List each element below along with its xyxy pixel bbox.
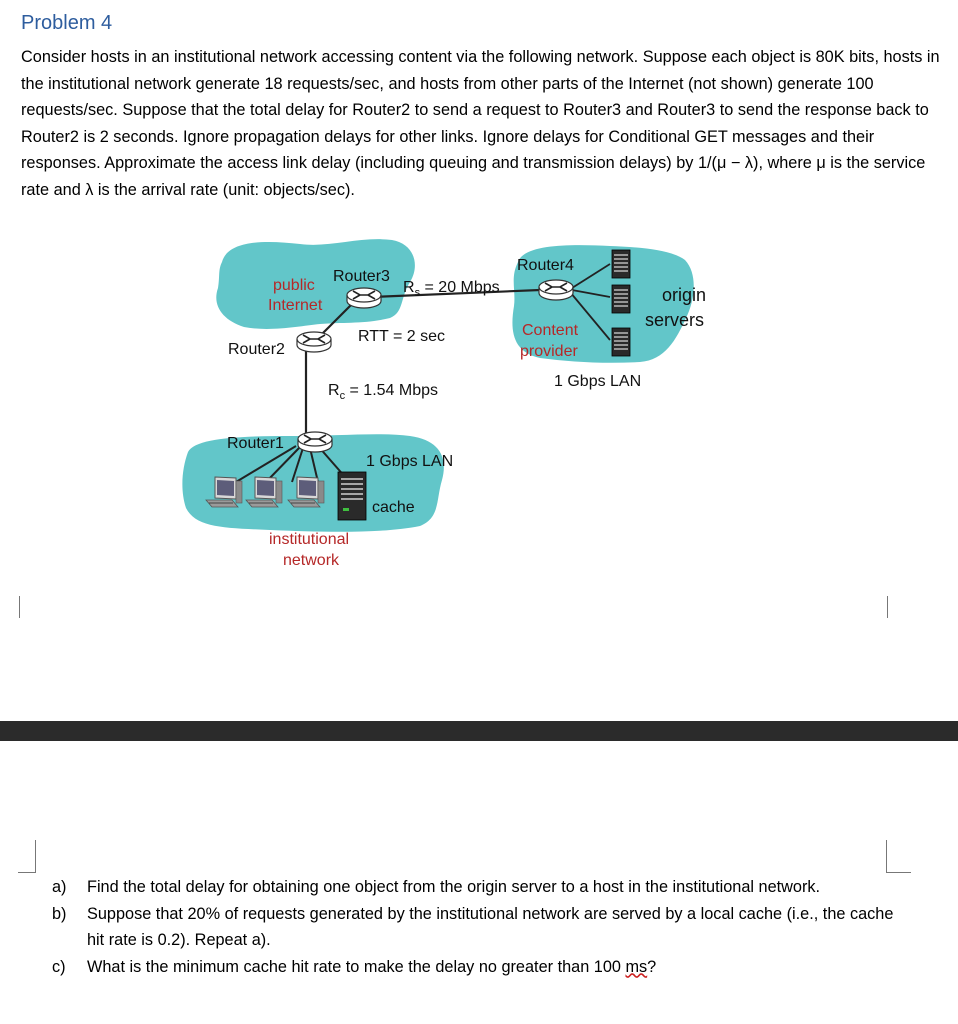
provider-lan-label: 1 Gbps LAN (554, 373, 642, 390)
page-corner-mark-right (886, 840, 911, 873)
public-internet-label: public Internet (268, 277, 323, 314)
router1-icon (298, 432, 332, 452)
origin-server-icon (612, 328, 630, 356)
router1-label: Router1 (227, 435, 284, 452)
rc-rate-label: $R_c = 1.54$ Mbps (328, 382, 439, 402)
router4-label: Router4 (517, 257, 574, 274)
question-marker: b) (52, 904, 67, 923)
cursor-mark-left (19, 596, 20, 618)
router3-icon (347, 288, 381, 308)
origin-server-icon (612, 250, 630, 278)
router4-icon (539, 280, 573, 300)
cache-server-icon (338, 472, 366, 520)
router2-label: Router2 (228, 341, 285, 358)
question-marker: c) (52, 957, 66, 976)
problem-title: Problem 4 (21, 12, 113, 34)
page-corner-mark-left (18, 840, 36, 873)
question-text-end: ? (647, 957, 657, 976)
question-text: What is the minimum cache hit rate to make the delay no greater than 100 (87, 957, 626, 976)
question-item (52, 901, 912, 954)
router2-icon (297, 332, 331, 352)
rtt-label: RTT = 2 sec (358, 328, 445, 345)
problem-statement: Consider hosts in an institutional network accessing content via the following network. Suppose each object is 80K bits, hosts in the institutional network generate 18 requests/sec, and hosts from other parts of the Internet (not shown) generate 100 requests/sec. Suppose that the total delay for Router2 to send a request to Router3 and Router3 to send the response back to Router2 is 2 seconds. Ignore propagation delays for other links. Ignore delays for Conditional GET messages and their responses. Approximate the access link delay (including queuing and transmission delays) by 1/(μ − λ), where μ is the service rate and λ is the arrival rate (unit: objects/sec). (21, 48, 940, 199)
origin-server-icon (612, 285, 630, 313)
question-item (52, 954, 912, 981)
cursor-mark-right (887, 596, 888, 618)
question-text: Suppose that 20% of requests generated by the institutional network are served by a local cache (i.e., the cache hit rate is 0.2). Repeat a). (87, 904, 894, 949)
question-text: Find the total delay for obtaining one object from the origin server to a host in the institutional network. (87, 878, 821, 896)
page-break-bar (0, 721, 958, 741)
question-item (52, 874, 912, 901)
origin-servers-label: origin servers (645, 285, 707, 330)
router3-label: Router3 (333, 268, 390, 285)
question-list (52, 874, 912, 980)
rs-rate-label: $R_s = 20$ Mbps (403, 279, 500, 299)
question-marker: a) (52, 878, 67, 896)
institutional-network-label: institutional network (269, 531, 350, 569)
spellcheck-word: ms (625, 957, 648, 976)
cache-label: cache (372, 499, 415, 516)
institution-lan-label: 1 Gbps LAN (366, 453, 454, 470)
content-provider-label: Content provider (520, 322, 579, 360)
